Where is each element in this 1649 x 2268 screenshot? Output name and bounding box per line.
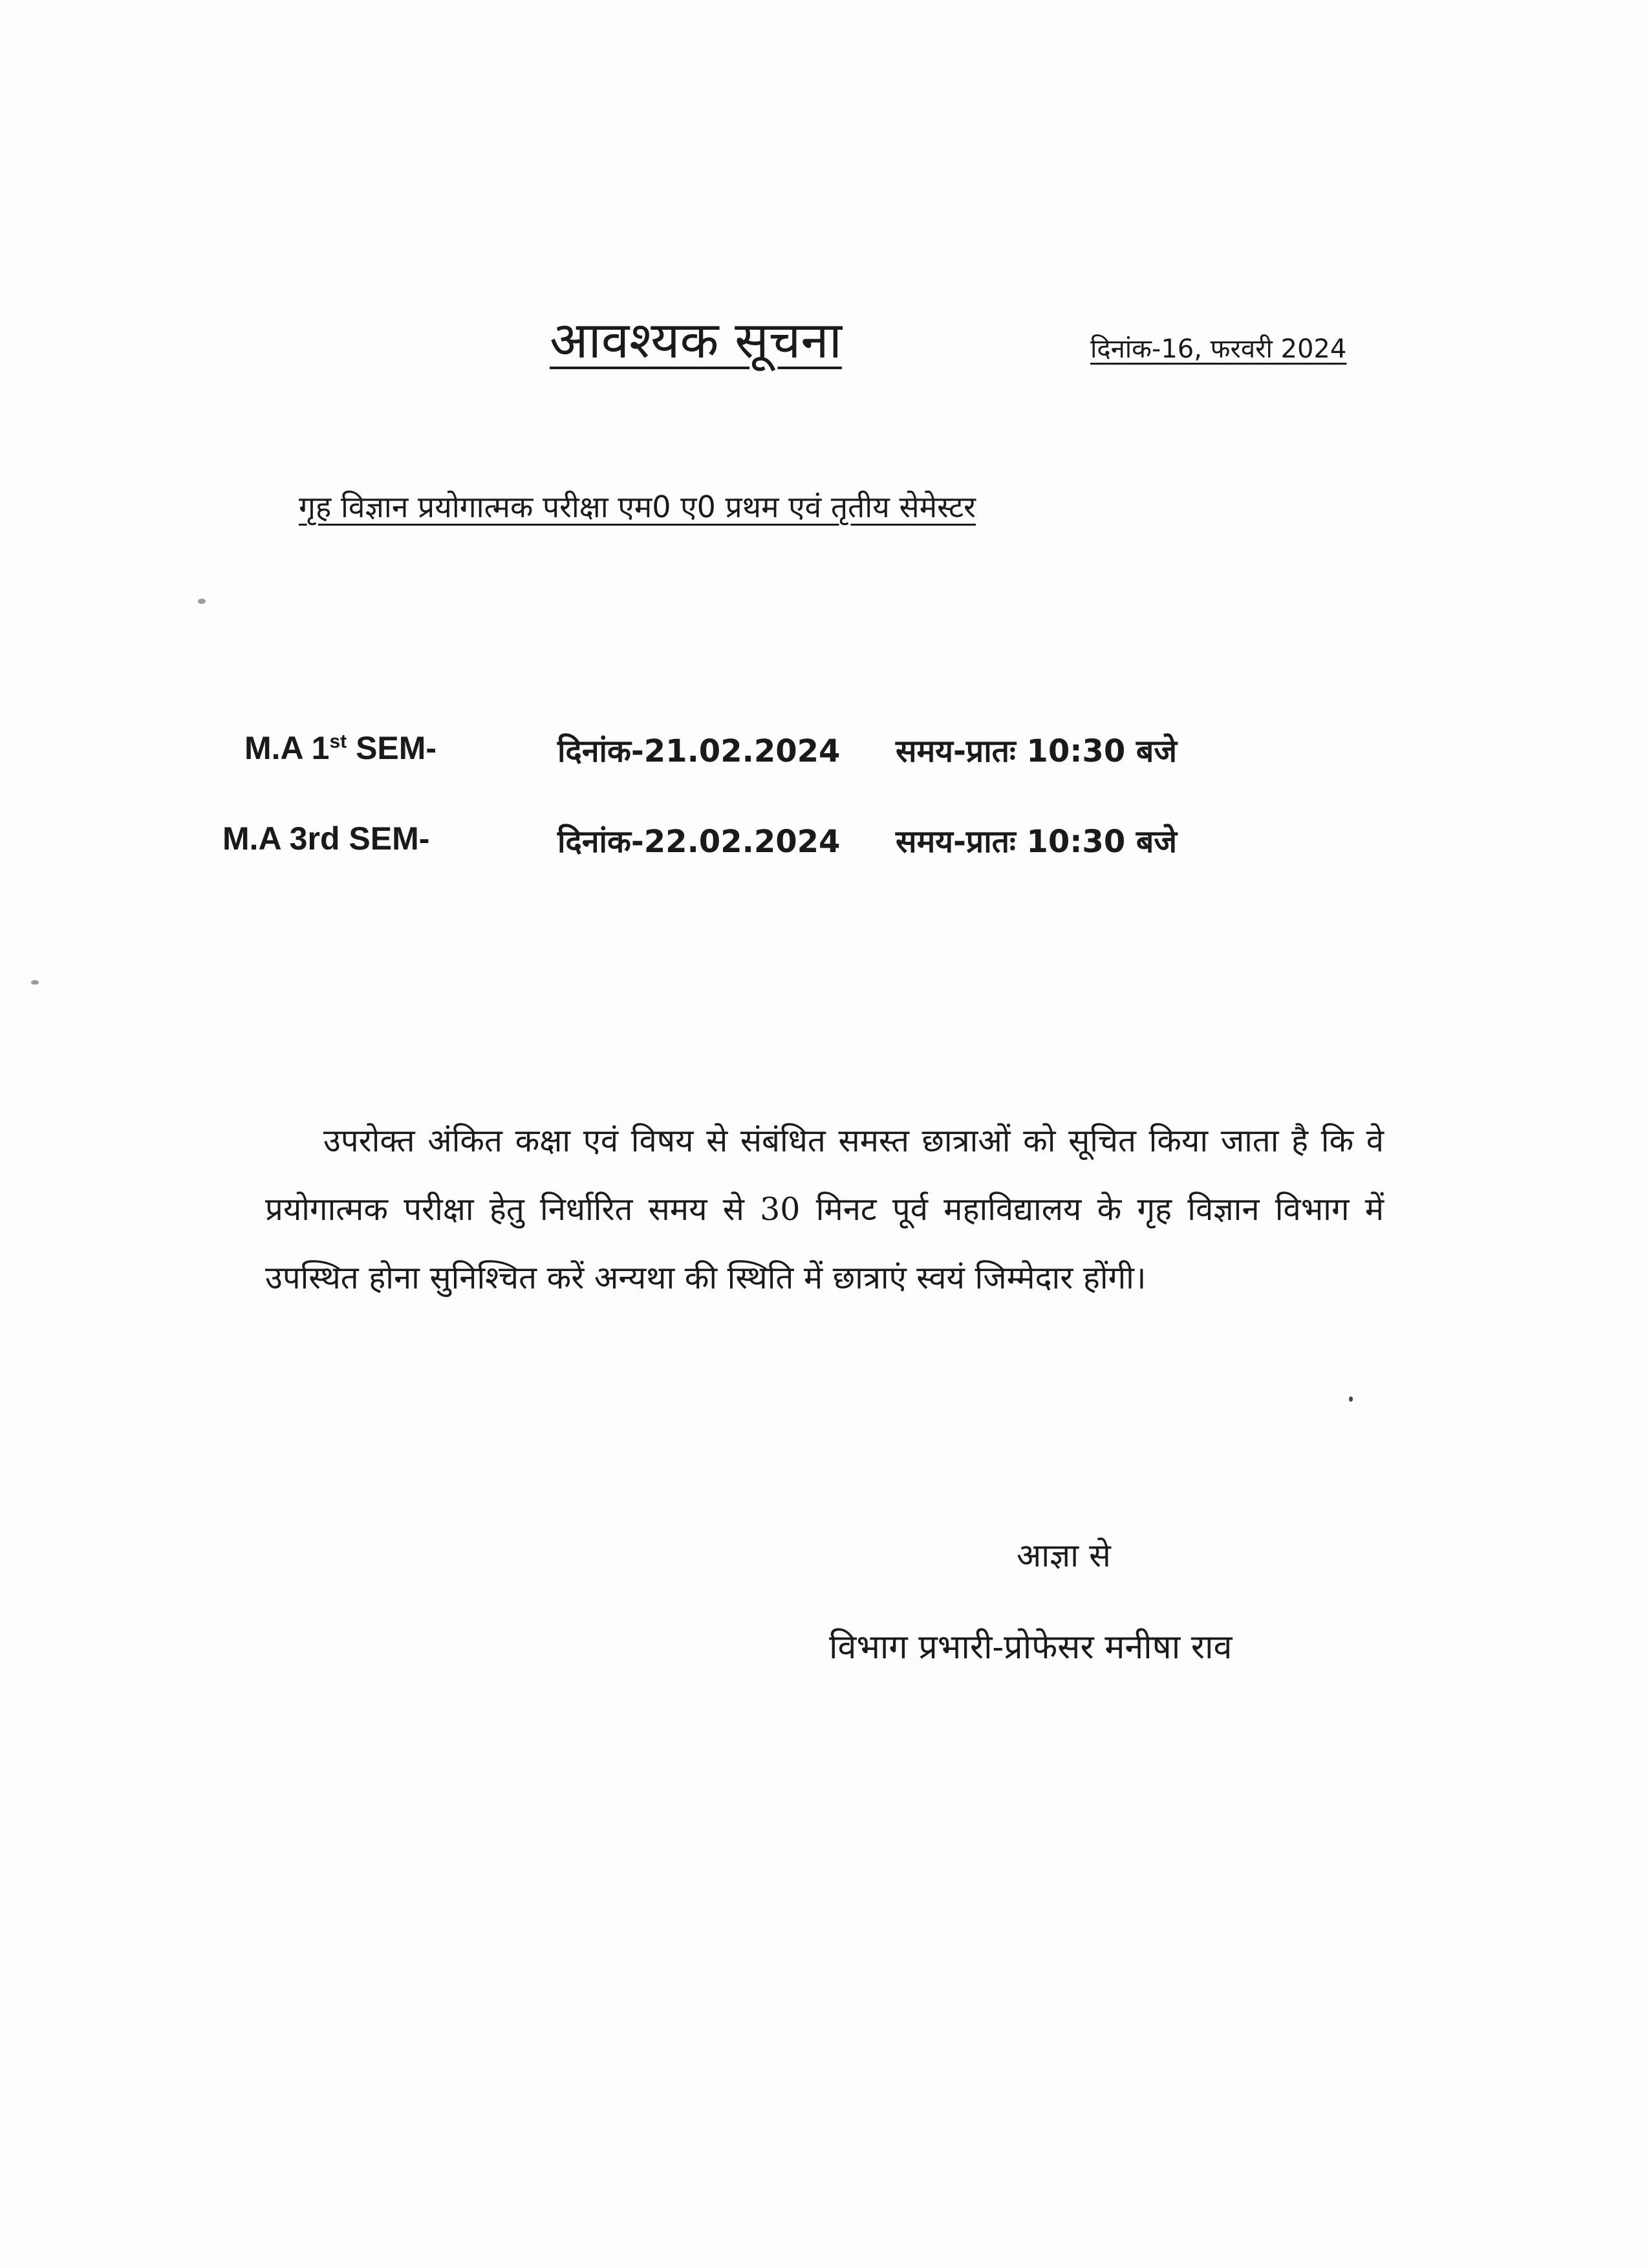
- scan-speck: [31, 980, 39, 985]
- scan-speck: [198, 599, 206, 604]
- notice-date: दिनांक-16, फरवरी 2024: [1090, 334, 1347, 364]
- schedule-row: [0, 729, 1649, 781]
- exam-date: दिनांक-21.02.2024: [557, 733, 841, 769]
- schedule-row: [0, 820, 1649, 872]
- notice-body: उपरोक्त अंकित कक्षा एवं विषय से संबंधित समस्त छात्राओं को सूचित किया जाता है कि वे प्रयोगात्मक परीक्षा हेतु निर्धारित समय से 30 मिनट पूर्व महाविद्यालय के गृह विज्ञान विभाग में उपस्थित होना सुनिश्चित करें अन्यथा की स्थिति में छात्राएं स्वयं जिम्मेदार होंगी।: [265, 1122, 1384, 1296]
- order-line: आज्ञा से: [1017, 1537, 1111, 1574]
- scan-speck: [1349, 1396, 1353, 1402]
- notice-title: आवश्यक सूचना: [550, 312, 842, 370]
- notice-subject: गृह विज्ञान प्रयोगात्मक परीक्षा एम0 ए0 प्रथम एवं तृतीय सेमेस्टर: [299, 489, 976, 524]
- semester-label: M.A 1st SEM-: [244, 730, 437, 766]
- exam-time: समय-प्रातः 10:30 बजे: [896, 824, 1177, 860]
- exam-date: दिनांक-22.02.2024: [557, 824, 841, 860]
- exam-time: समय-प्रातः 10:30 बजे: [896, 733, 1177, 769]
- semester-label: M.A 3rd SEM-: [222, 820, 430, 857]
- signatory: विभाग प्रभारी-प्रोफेसर मनीषा राव: [829, 1628, 1233, 1667]
